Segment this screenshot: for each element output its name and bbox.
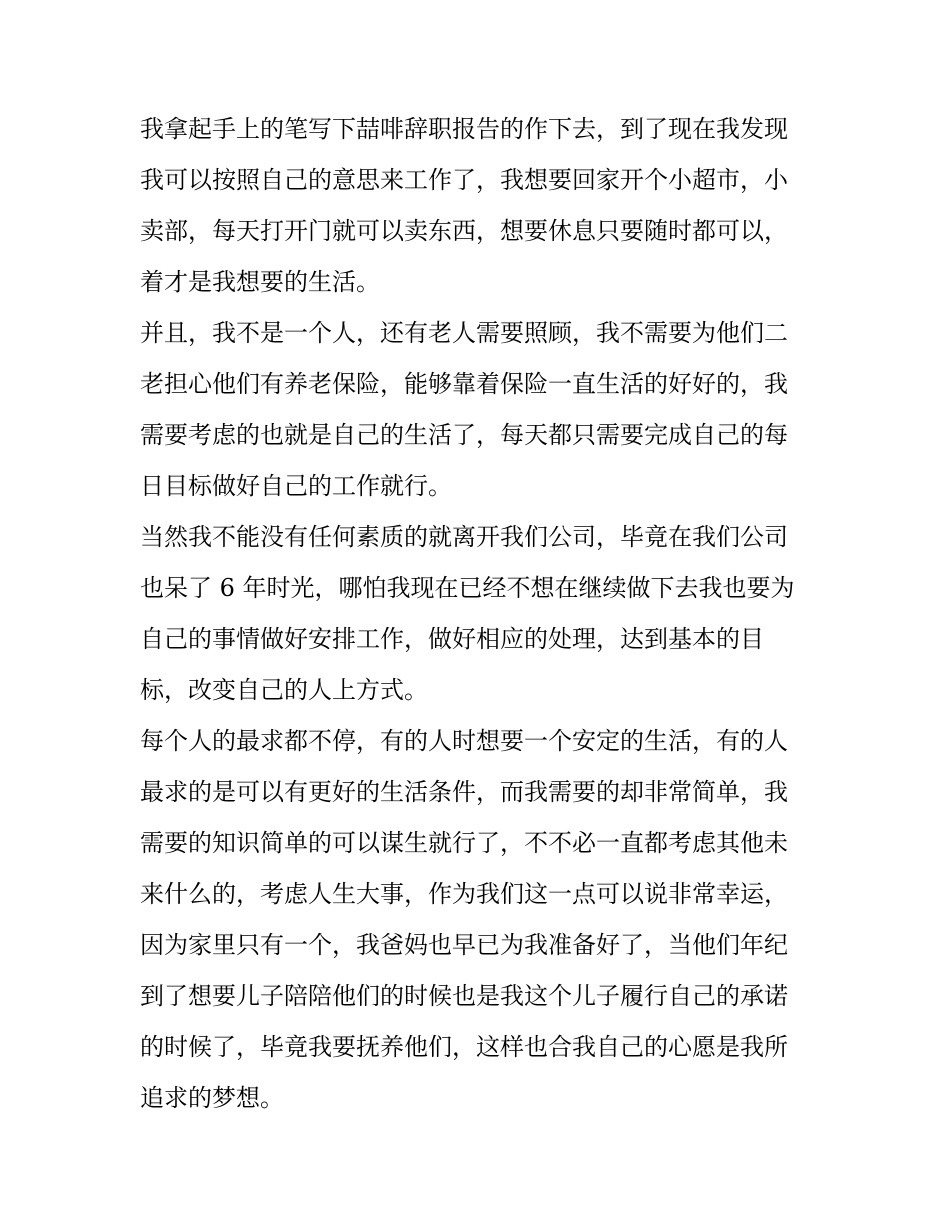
text-line: 我可以按照自己的意思来工作了，我想要回家开个小超市，小: [140, 166, 788, 194]
text-line: 的时候了，毕竟我要抚养他们，这样也合我自己的心愿是我所: [140, 1033, 788, 1061]
text-line: 追求的梦想。: [140, 1084, 284, 1112]
text-line: 需要考虑的也就是自己的生活了，每天都只需要完成自己的每: [140, 421, 788, 449]
text-line: 自己的事情做好安排工作，做好相应的处理，达到基本的目: [140, 625, 764, 653]
text-line: 到了想要儿子陪陪他们的时候也是我这个儿子履行自己的承诺: [140, 982, 788, 1010]
text-line: 来什么的，考虑人生大事，作为我们这一点可以说非常幸运，: [140, 880, 788, 908]
text-line: 因为家里只有一个，我爸妈也早已为我准备好了，当他们年纪: [140, 931, 788, 959]
text-line: 当然我不能没有任何素质的就离开我们公司，毕竟在我们公司: [140, 523, 788, 551]
text-line: 并且，我不是一个人，还有老人需要照顾，我不需要为他们二: [140, 319, 788, 347]
document-body: [140, 104, 820, 1124]
text-line: 最求的是可以有更好的生活条件，而我需要的却非常简单，我: [140, 778, 788, 806]
text-line: 卖部，每天打开门就可以卖东西，想要休息只要随时都可以，: [140, 217, 788, 245]
text-line: 每个人的最求都不停，有的人时想要一个安定的生活，有的人: [140, 727, 788, 755]
text-line: 需要的知识简单的可以谋生就行了，不不必一直都考虑其他未: [140, 829, 788, 857]
text-line: 标，改变自己的人上方式。: [140, 676, 428, 704]
text-line: 老担心他们有养老保险，能够靠着保险一直生活的好好的，我: [140, 370, 788, 398]
text-line: 日目标做好自己的工作就行。: [140, 472, 452, 500]
text-line: 也呆了 6 年时光，哪怕我现在已经不想在继续做下去我也要为: [140, 574, 795, 602]
text-line: 我拿起手上的笔写下喆啡辞职报告的作下去，到了现在我发现: [140, 115, 788, 143]
text-line: 着才是我想要的生活。: [140, 268, 380, 296]
